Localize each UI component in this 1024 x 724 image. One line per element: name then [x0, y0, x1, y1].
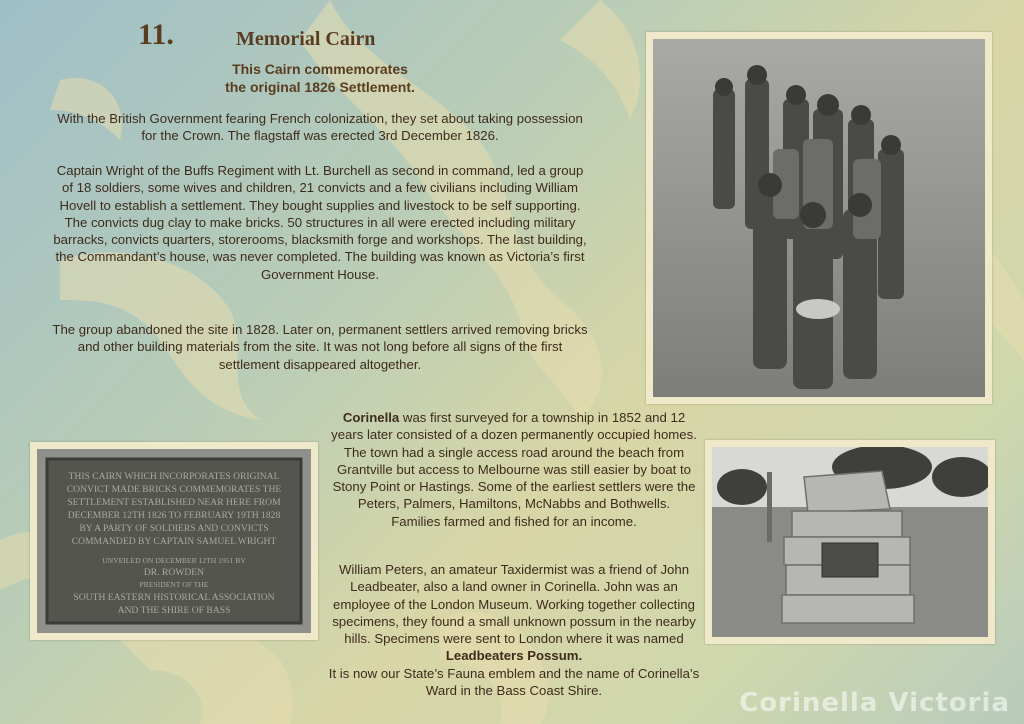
subtitle — [160, 60, 480, 96]
plaque-line-8: DR. ROWDEN — [143, 567, 205, 578]
corinella-text: was first surveyed for a township in 1852 and 12 years later consisted of a dozen permanently occupied homes. The town had a single access road around the beach from Grantville but access to Melbourne was still easier by boat to Stony Point or Hastings. Some of the earliest settlers were the Peters, Palmers, Hamiltons, McNabbs and Bothwells. — [331, 410, 697, 512]
plaque-image — [37, 449, 311, 633]
plaque-line-1: THIS CAIRN WHICH INCORPORATES ORIGINAL — [68, 471, 280, 482]
paragraph-abandoned: The group abandoned the site in 1828. Later on, permanent settlers arrived removing bricks and other building materials from the site. It was not long before all signs of the first settlement disappeared altogether. — [52, 322, 588, 372]
plaque-line-9: PRESIDENT OF THE — [139, 580, 209, 589]
cairn-image — [712, 447, 988, 637]
plaque-line-7: UNVEILED ON DECEMBER 12TH 1951 BY — [102, 556, 246, 565]
plaque-line-10: SOUTH EASTERN HISTORICAL ASSOCIATION — [73, 592, 275, 603]
corinella-bold: Corinella — [342, 410, 400, 425]
peters-text-start: William Peters, an amateur Taxidermist was a friend of John Leadbeater, also a land owner in Corinella. John was an employee of the London Museum. Working together collecting specimens, they found a small unknown possum in the nearby hills. Specimens were sent to London where it was named — [332, 562, 696, 647]
section-number: 11. — [138, 18, 174, 51]
paragraph-captain-wright: Captain Wright of the Buffs Regiment with Lt. Burchell as second in command, led a group of 18 soldiers, some wives and children, 21 convicts and a few civilians including William Hovell to establish a settlement. They bought supplies and livestock to be self supporting. The convicts dug clay to make bricks. 50 structures in all were erected including military barracks, convicts quarters, storerooms, blacksmith forge and workshops. The last building, the Commandant’s house, was never completed. The building was known as Victoria’s first Government House. — [53, 163, 587, 282]
soldiers-reenactment-photo — [646, 32, 992, 404]
corinella-last-line: Families farmed and fished for an income. — [391, 513, 637, 529]
memorial-cairn-photo — [705, 440, 995, 644]
watermark-text: Corinella Victoria — [739, 688, 1010, 718]
soldiers-photo-image — [653, 39, 985, 397]
page-title: Memorial Cairn — [236, 28, 376, 50]
paragraph-corinella — [328, 409, 700, 530]
paragraph-william-peters — [328, 561, 700, 699]
plaque-line-3: SETTLEMENT ESTABLISHED NEAR HERE FROM — [67, 497, 281, 508]
subtitle-line-1: This Cairn commemorates — [232, 61, 408, 77]
peters-text-end: It is now our State’s Fauna emblem and the name of Corinella’s Ward in the Bass Coast Shire. — [328, 665, 700, 699]
leadbeaters-possum-bold: Leadbeaters Possum. — [445, 648, 583, 664]
plaque-line-5: BY A PARTY OF SOLDIERS AND CONVICTS — [79, 523, 269, 534]
paragraph-flagstaff: With the British Government fearing French colonization, they set about taking possession for the Crown. The flagstaff was erected 3rd December 1826. — [57, 111, 583, 144]
plaque-line-4: DECEMBER 12TH 1826 TO FEBRUARY 19TH 1828 — [67, 510, 281, 521]
subtitle-line-2: the original 1826 Settlement. — [225, 79, 415, 95]
plaque-line-11: AND THE SHIRE OF BASS — [117, 605, 231, 616]
plaque-line-2: CONVICT MADE BRICKS COMMEMORATES THE — [66, 484, 282, 495]
memorial-plaque-photo — [30, 442, 318, 640]
plaque-line-6: COMMANDED BY CAPTAIN SAMUEL WRIGHT — [71, 536, 277, 547]
